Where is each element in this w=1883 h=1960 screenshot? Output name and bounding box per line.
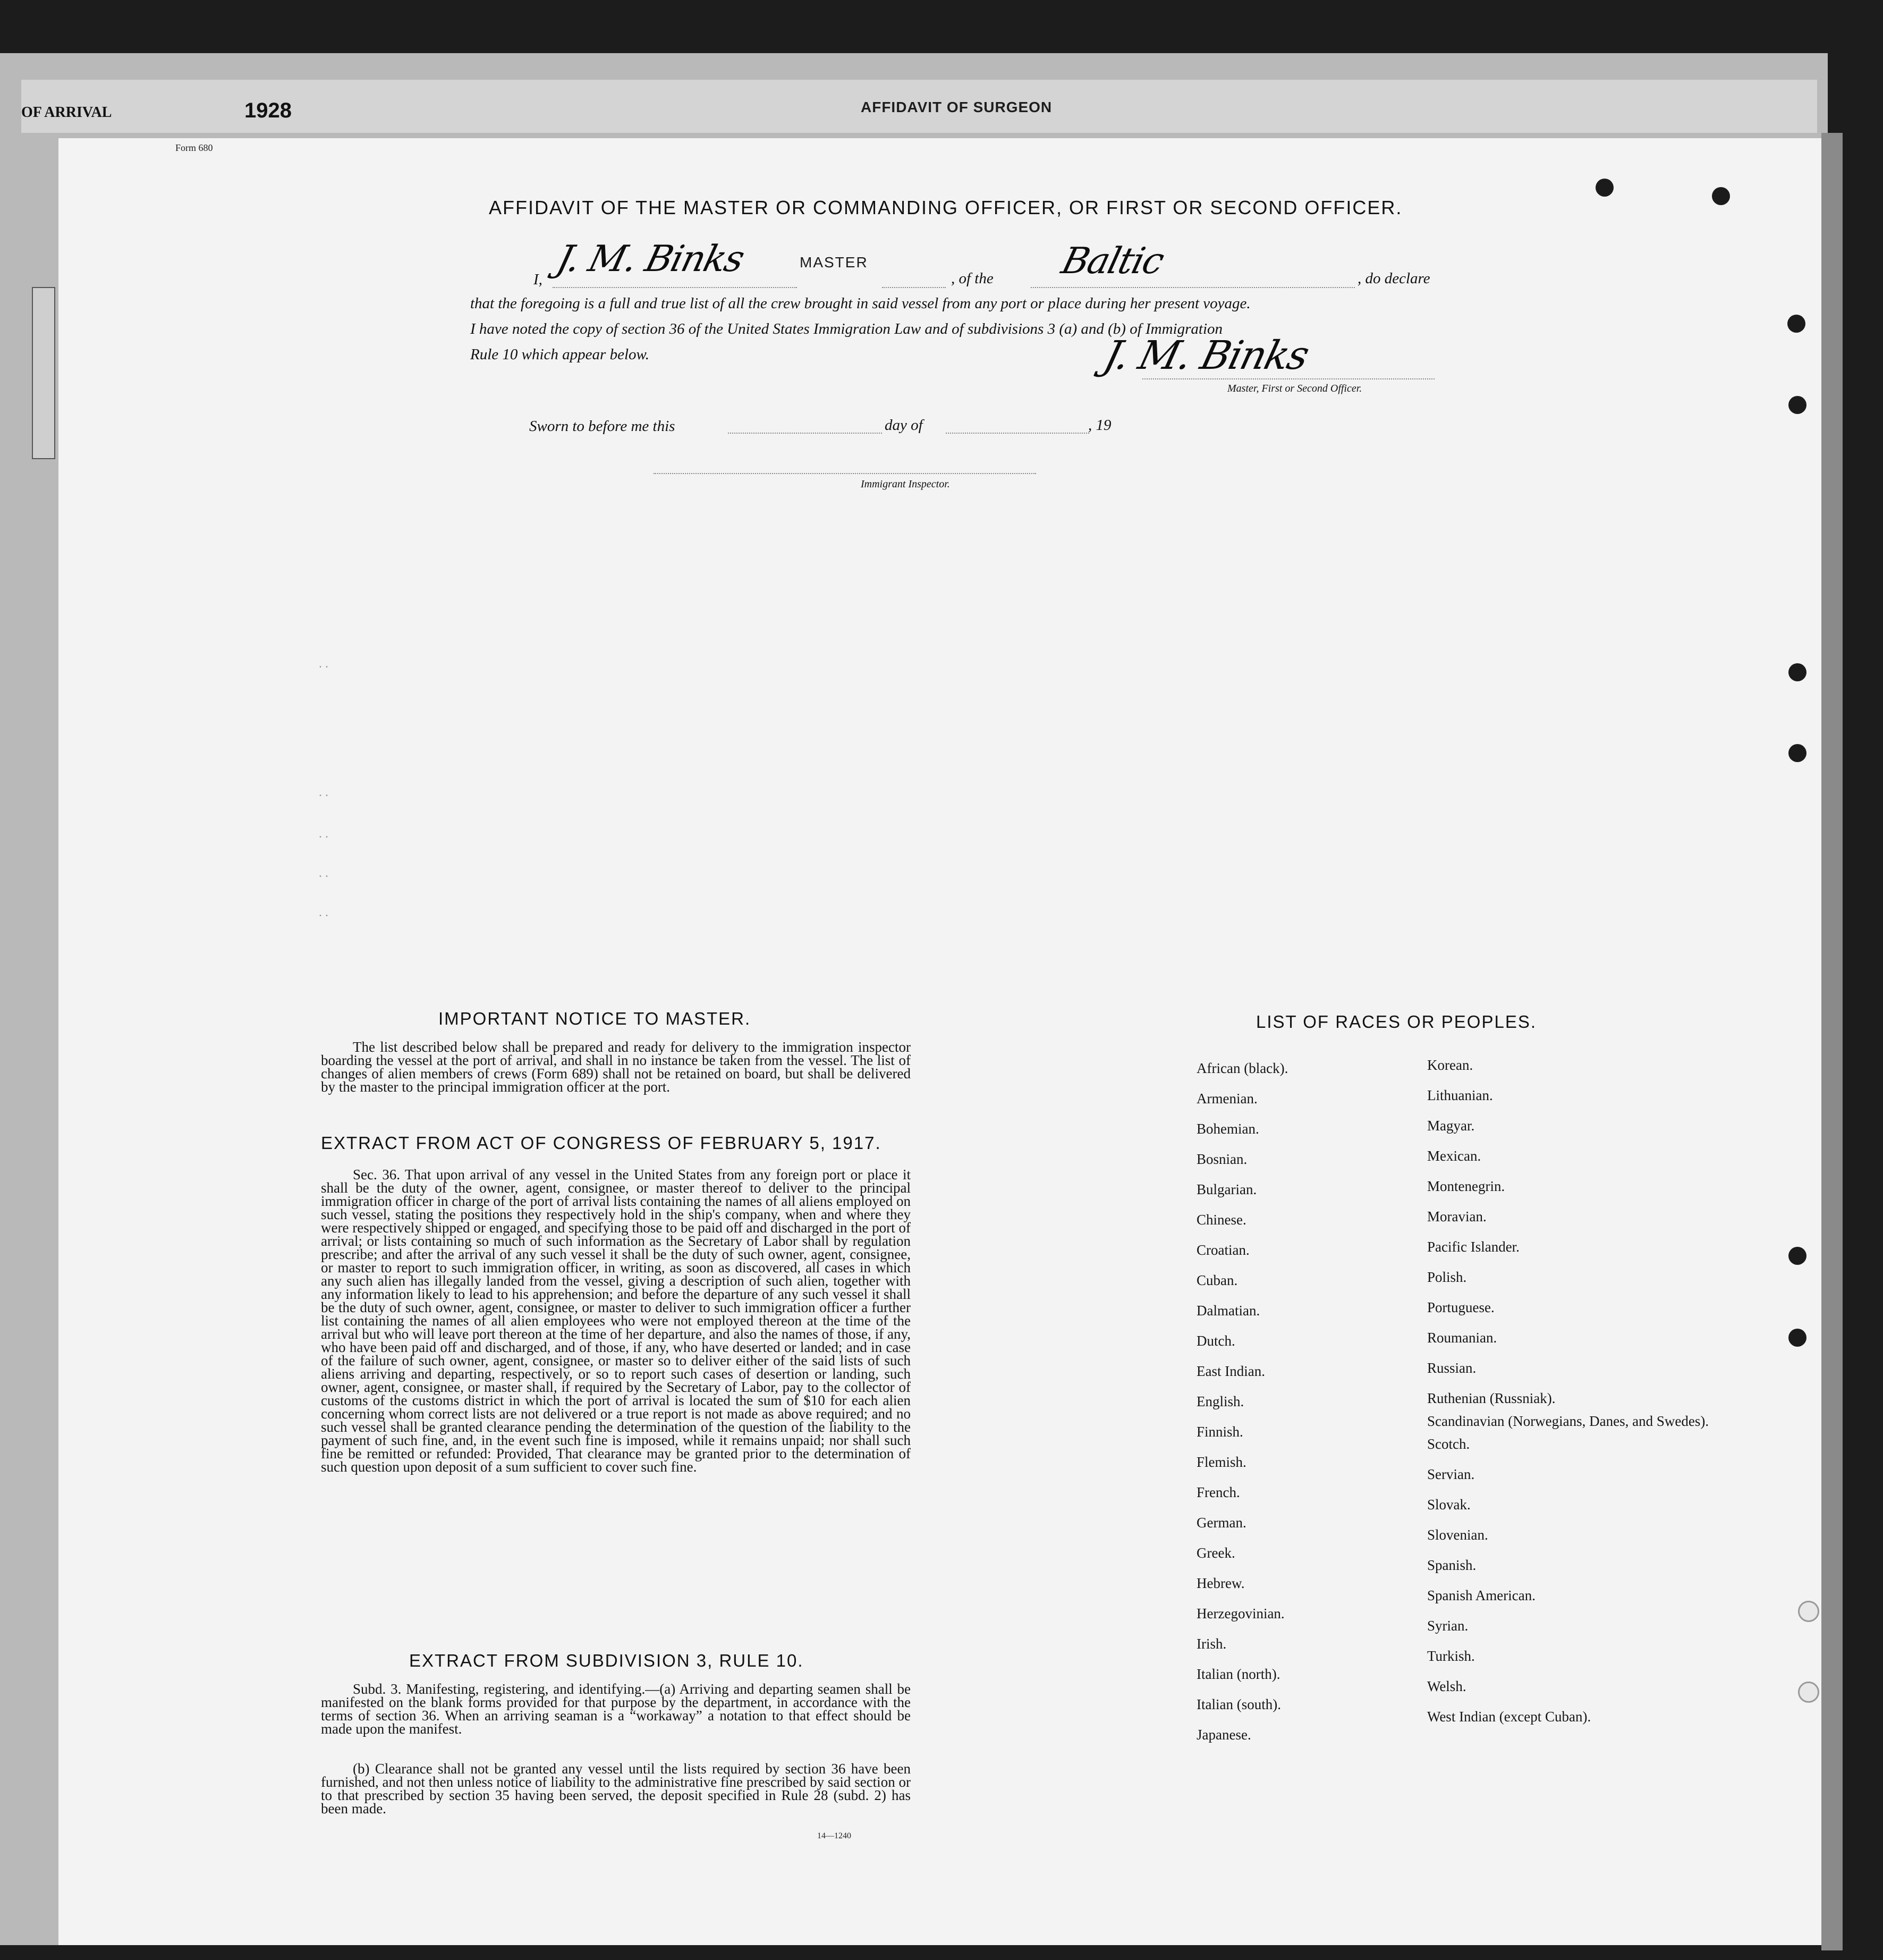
form-label: Form 680: [175, 142, 213, 153]
affidavit-title: AFFIDAVIT OF THE MASTER OR COMMANDING OFFICER, OR FIRST OR SECOND OFFICER.: [489, 197, 1403, 218]
notice-body: The list described below shall be prepared and ready for delivery to the immigration inspector boarding the vessel at the port of arrival, and shall in no instance be taken from the vessel. The list of changes of alien members of crews (Form 689) shall not be retained on board, but shall be delivered by the master to the principal immigration officer at the port.: [321, 1039, 911, 1095]
print-code: 14—1240: [817, 1831, 851, 1840]
sworn-day-label: day of: [885, 417, 923, 434]
act-extract-body: Sec. 36. That upon arrival of any vessel in the United States from any foreign port or place it shall be the duty of the owner, agent, consignee, or master thereof to deliver to the principal immigration officer in charge of the port of arrival lists containing the names of all aliens employed on such vessel, stating the positions they respectively hold in the ship's company, when and where they were respectively shipped or engaged, and specifying those to be paid off and discharged in the port of arrival; or lists containing so much of such information as the Secretary of Labor shall by regulation prescribe; and after the arrival of any such vessel it shall be the duty of such owner, agent, consignee, or master to report to such immigration officer, in writing, as soon as discovered, all cases in which any such alien has illegally landed from the vessel, giving a description of such alien, together with any information likely to lead to his apprehension; and before the departure of any such vessel it shall be the duty of such owner, agent, consignee, or master to deliver to such immigration officer a further list containing the names of all alien employees who were not employed thereon at the time of the arrival but who will leave port thereon at the time of her departure, and also the names of those, if any, who have been paid off and discharged, and of those, if any, who have deserted or landed; and in case of the failure of such owner, agent, consignee, or master so to deliver either of the said lists of such aliens arriving and departing, respectively, or so to report such cases of desertion or landing, such owner, agent, consignee, or master shall, if required by the Secretary of Labor, pay to the collector of customs of the customs district in which the port of arrival is located the sum of $10 for each alien concerning whom correct lists are not delivered or a true report is not made as above required; and no such vessel shall be granted clearance pending the determination of the question of the liability to the payment of such fine, and, in the event such fine is imposed, while it remains unpaid; nor shall such fine be remitted or refunded: Provided, That clearance may be granted prior to the determination of such question upon deposit of a sum sufficient to cover such fine.: [321, 1167, 911, 1475]
race-item: Lithuanian.: [1427, 1087, 1493, 1103]
race-item: Roumanian.: [1427, 1330, 1497, 1346]
binder-hole: [1788, 1329, 1806, 1347]
race-item: Italian (south).: [1197, 1696, 1281, 1712]
race-item: Magyar.: [1427, 1118, 1475, 1134]
rule-extract-body-a: Subd. 3. Manifesting, registering, and identifying.—(a) Arriving and departing seamen shall be manifested on the blank forms provided for that purpose by the department, in accordance with the terms of section 36. When an arriving seaman is a “workaway” a notation to that effect should be made upon the manifest.: [321, 1681, 911, 1737]
binder-hole: [1788, 744, 1806, 762]
race-item: Greek.: [1197, 1545, 1235, 1561]
race-item: Ruthenian (Russniak).: [1427, 1390, 1556, 1406]
vessel-name: Baltic: [1057, 240, 1168, 282]
binder-hole: [1798, 1601, 1819, 1622]
race-item: Slovenian.: [1427, 1527, 1488, 1543]
left-tab: [32, 287, 55, 459]
sworn-prefix: Sworn to before me this: [529, 418, 675, 435]
race-item: Croatian.: [1197, 1242, 1250, 1258]
master-signature: J. M. Binks: [1099, 333, 1313, 378]
race-item: English.: [1197, 1393, 1244, 1409]
race-item: Herzegovinian.: [1197, 1606, 1285, 1621]
bleed-through-mark: . .: [319, 785, 328, 799]
bleed-through-mark: . .: [319, 657, 328, 671]
race-item: Bosnian.: [1197, 1151, 1248, 1167]
race-item: African (black).: [1197, 1060, 1288, 1076]
rule-extract-title: EXTRACT FROM SUBDIVISION 3, RULE 10.: [409, 1651, 804, 1670]
master-label: MASTER: [800, 254, 868, 271]
races-title: LIST OF RACES OR PEOPLES.: [1256, 1012, 1537, 1032]
race-item: Spanish American.: [1427, 1587, 1536, 1603]
race-item: Chinese.: [1197, 1212, 1246, 1228]
race-item: Montenegrin.: [1427, 1178, 1505, 1194]
race-item: Pacific Islander.: [1427, 1239, 1520, 1255]
rule-extract-body-b: (b) Clearance shall not be granted any vessel until the lists required by section 36 have been furnished, and not then unless notice of liability to the administrative fine prescribed by said section or to that prescribed by section 35 having been served, the deposit specified in Rule 28 (subd. 2) has been made.: [321, 1761, 911, 1817]
race-item: French.: [1197, 1484, 1240, 1500]
race-item: Italian (north).: [1197, 1666, 1280, 1682]
race-item: Dutch.: [1197, 1333, 1235, 1349]
race-item: Cuban.: [1197, 1272, 1238, 1288]
binder-hole: [1596, 179, 1614, 197]
affidavit-prefix: I,: [533, 271, 542, 288]
act-extract-title: EXTRACT FROM ACT OF CONGRESS OF FEBRUARY 5, 1917.: [321, 1133, 881, 1153]
arrival-date: 1928: [244, 99, 292, 122]
race-item: Syrian.: [1427, 1618, 1469, 1634]
inspector-label: Immigrant Inspector.: [861, 478, 950, 490]
race-item: Irish.: [1197, 1636, 1227, 1652]
signature-label: Master, First or Second Officer.: [1227, 383, 1362, 394]
background-sheet-title: AFFIDAVIT OF SURGEON: [861, 99, 1053, 115]
race-item: Flemish.: [1197, 1454, 1246, 1470]
race-item: Scandinavian (Norwegians, Danes, and Swedes).: [1427, 1413, 1709, 1429]
master-signature-top: J. M. Binks: [553, 238, 748, 280]
binder-hole: [1712, 187, 1730, 205]
race-item: Welsh.: [1427, 1678, 1466, 1694]
race-item: Bohemian.: [1197, 1121, 1259, 1137]
races-column-1: [1197, 1053, 1420, 1750]
binder-hole: [1788, 663, 1806, 681]
race-item: Turkish.: [1427, 1648, 1475, 1664]
paper-edge-shadow: [1821, 133, 1843, 1950]
of-the-label: , of the: [951, 270, 994, 287]
race-item: Moravian.: [1427, 1209, 1487, 1224]
race-item: West Indian (except Cuban).: [1427, 1709, 1591, 1725]
race-item: Finnish.: [1197, 1424, 1243, 1440]
race-item: Mexican.: [1427, 1148, 1481, 1164]
bleed-through-mark: . .: [319, 906, 328, 919]
race-item: East Indian.: [1197, 1363, 1265, 1379]
affidavit-line-3: I have noted the copy of section 36 of the United States Immigration Law and of subdivisions 3 (a) and (b) of Immigration: [470, 320, 1223, 337]
race-item: German.: [1197, 1515, 1246, 1531]
race-item: Hebrew.: [1197, 1575, 1245, 1591]
race-item: Polish.: [1427, 1269, 1467, 1285]
race-item: Portuguese.: [1427, 1299, 1495, 1315]
binder-hole: [1787, 315, 1805, 333]
races-column-2: [1427, 1050, 1725, 1732]
race-item: Armenian.: [1197, 1091, 1258, 1106]
bleed-through-mark: . .: [319, 866, 328, 880]
bleed-through-mark: . .: [319, 827, 328, 841]
race-item: Bulgarian.: [1197, 1181, 1257, 1197]
race-item: Dalmatian.: [1197, 1303, 1260, 1319]
arrival-stamp: OF ARRIVAL: [21, 104, 112, 121]
binder-hole: [1798, 1682, 1819, 1703]
race-item: Russian.: [1427, 1360, 1477, 1376]
binder-hole: [1788, 396, 1806, 414]
affidavit-line-4: Rule 10 which appear below.: [470, 346, 649, 363]
race-item: Servian.: [1427, 1466, 1475, 1482]
do-declare-label: , do declare: [1358, 270, 1430, 287]
affidavit-line-2: that the foregoing is a full and true list of all the crew brought in said vessel from any port or place during her present voyage.: [470, 295, 1251, 312]
sworn-year-label: , 19: [1088, 417, 1112, 434]
race-item: Slovak.: [1427, 1497, 1471, 1513]
race-item: Scotch.: [1427, 1436, 1470, 1452]
race-item: Japanese.: [1197, 1727, 1251, 1743]
race-item: Korean.: [1427, 1057, 1473, 1073]
race-item: Spanish.: [1427, 1557, 1477, 1573]
binder-hole: [1788, 1247, 1806, 1265]
notice-title: IMPORTANT NOTICE TO MASTER.: [438, 1009, 751, 1028]
